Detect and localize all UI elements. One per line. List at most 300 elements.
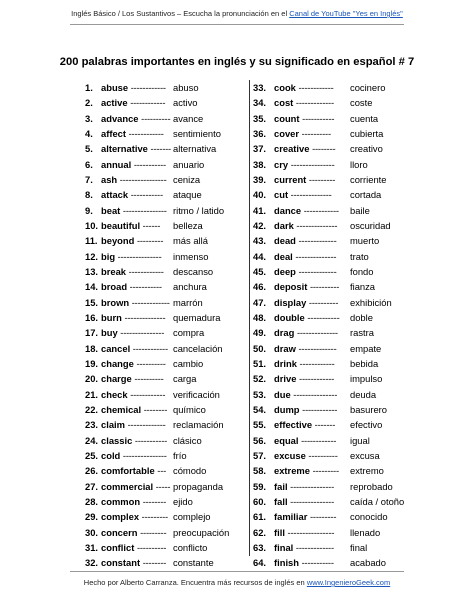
spanish-translation: empate	[350, 342, 382, 354]
english-word: beat	[101, 204, 121, 216]
spanish-translation: avance	[173, 112, 204, 124]
english-word: creative	[274, 143, 310, 155]
spanish-translation: clásico	[173, 434, 202, 446]
word-entry	[85, 341, 223, 356]
entry-number: 9.	[85, 204, 93, 216]
word-entry	[253, 417, 383, 432]
spanish-translation: ataque	[173, 189, 202, 201]
spanish-translation: verificación	[173, 388, 220, 400]
dash-separator: --------	[312, 143, 336, 155]
entry-number: 64.	[253, 557, 267, 569]
word-entry	[85, 310, 221, 325]
word-entry	[85, 249, 209, 264]
entry-number: 32.	[85, 557, 99, 569]
word-entry	[85, 402, 206, 417]
entry-number: 10.	[85, 219, 99, 231]
english-word: deep	[274, 265, 296, 277]
word-entry	[253, 249, 369, 264]
english-word: excuse	[274, 449, 306, 461]
english-word: annual	[101, 158, 132, 170]
word-entry	[253, 463, 384, 478]
dash-separator: ------	[142, 219, 161, 231]
word-entry	[85, 479, 224, 494]
dash-separator: -------------	[131, 296, 170, 308]
dash-separator: -------	[314, 419, 336, 431]
dash-separator: -------------	[295, 97, 334, 109]
english-word: complex	[101, 511, 140, 523]
word-entry	[253, 310, 373, 325]
english-word: charge	[101, 373, 132, 385]
entry-number: 62.	[253, 526, 267, 538]
english-word: deposit	[274, 281, 308, 293]
english-word: cost	[274, 97, 294, 109]
entry-number: 30.	[85, 526, 99, 538]
spanish-translation: reprobado	[350, 480, 393, 492]
word-entry	[85, 187, 202, 202]
spanish-translation: cuenta	[350, 112, 379, 124]
word-entry	[85, 448, 187, 463]
word-entry	[85, 141, 217, 156]
entry-number: 44.	[253, 250, 267, 262]
dash-separator: ------------	[128, 127, 164, 139]
word-entry	[85, 433, 202, 448]
spanish-translation: exhibición	[350, 296, 392, 308]
english-word: display	[274, 296, 307, 308]
spanish-translation: quemadura	[173, 311, 221, 323]
dash-separator: ------------	[130, 82, 166, 93]
english-word: affect	[101, 127, 127, 139]
dash-separator: ---------------	[120, 327, 165, 339]
dash-separator: --------------	[124, 311, 166, 323]
english-word: broad	[101, 281, 128, 293]
youtube-channel-link[interactable]: Canal de YouTube "Yes en Inglés"	[289, 9, 403, 18]
spanish-translation: final	[350, 541, 368, 553]
dash-separator: --------	[142, 495, 167, 507]
word-entry	[85, 463, 207, 478]
word-entry	[253, 141, 383, 156]
entry-number: 25.	[85, 449, 99, 461]
english-word: ash	[101, 173, 118, 185]
english-word: fall	[274, 495, 288, 507]
word-entry	[253, 80, 386, 95]
word-entry	[85, 279, 207, 294]
english-word: equal	[274, 434, 299, 446]
entry-number: 8.	[85, 189, 93, 201]
footer-text: Hecho por Alberto Carranza. Encuentra más recursos de inglés en	[83, 578, 307, 587]
page-footer	[0, 578, 474, 587]
word-entry	[253, 509, 388, 524]
english-word: break	[101, 265, 127, 277]
spanish-translation: sentimiento	[173, 127, 221, 139]
english-word: comfortable	[101, 465, 155, 477]
entry-number: 39.	[253, 173, 267, 185]
english-word: attack	[101, 189, 129, 201]
dash-separator: ------------	[128, 265, 164, 277]
dash-separator: ------------	[302, 403, 338, 415]
entry-number: 37.	[253, 143, 267, 155]
entry-number: 47.	[253, 296, 267, 308]
word-entry	[253, 494, 405, 509]
entry-number: 53.	[253, 388, 267, 400]
word-entry	[85, 387, 220, 402]
dash-separator: -----------	[134, 434, 168, 446]
word-entry	[85, 233, 208, 248]
entry-number: 26.	[85, 465, 99, 477]
spanish-translation: extremo	[350, 465, 384, 477]
word-entry	[253, 187, 382, 202]
word-entry	[253, 341, 382, 356]
entry-number: 61.	[253, 511, 267, 523]
spanish-translation: propaganda	[173, 480, 224, 492]
word-entry	[253, 555, 386, 570]
entry-number: 60.	[253, 495, 267, 507]
english-word: burn	[101, 311, 122, 323]
page-header	[0, 9, 474, 18]
spanish-translation: abuso	[173, 82, 199, 93]
word-entry	[253, 540, 368, 555]
entry-number: 17.	[85, 327, 99, 339]
word-entry	[85, 126, 221, 141]
english-word: cut	[274, 189, 289, 201]
dash-separator: ---------------	[290, 158, 335, 170]
word-entry	[253, 387, 377, 402]
english-word: drag	[274, 327, 295, 339]
spanish-translation: complejo	[173, 511, 211, 523]
english-word: change	[101, 357, 134, 369]
spanish-translation: corriente	[350, 173, 387, 185]
word-entry	[85, 417, 224, 432]
english-word: active	[101, 97, 128, 109]
dash-separator: --------	[143, 403, 168, 415]
entry-number: 12.	[85, 250, 99, 262]
dash-separator: ----------	[136, 357, 166, 369]
word-entry	[85, 525, 230, 540]
entry-number: 57.	[253, 449, 267, 461]
english-word: fail	[274, 480, 288, 492]
english-word: finish	[274, 557, 299, 569]
english-word: check	[101, 388, 128, 400]
entry-number: 6.	[85, 158, 93, 170]
word-entry	[85, 555, 214, 570]
entry-number: 38.	[253, 158, 267, 170]
word-entry	[253, 126, 384, 141]
dash-separator: -----------	[301, 557, 334, 569]
spanish-translation: cómodo	[173, 465, 207, 477]
word-entry	[85, 509, 211, 524]
word-entry	[253, 172, 387, 187]
spanish-translation: cubierta	[350, 127, 384, 139]
word-entry	[85, 95, 198, 110]
spanish-translation: compra	[173, 327, 205, 339]
spanish-translation: ceniza	[173, 173, 201, 185]
header-rule	[70, 24, 404, 25]
spanish-translation: excusa	[350, 449, 380, 461]
entry-number: 63.	[253, 541, 267, 553]
entry-number: 59.	[253, 480, 267, 492]
spanish-translation: anuario	[173, 158, 205, 170]
dash-separator: ----------	[136, 541, 167, 553]
spanish-translation: alternativa	[173, 143, 217, 155]
english-word: cook	[274, 82, 296, 93]
word-entry	[85, 218, 203, 233]
spanish-translation: cortada	[350, 189, 382, 201]
entry-number: 51.	[253, 357, 267, 369]
entry-number: 18.	[85, 342, 99, 354]
word-entry	[253, 433, 370, 448]
spanish-translation: creativo	[350, 143, 383, 155]
word-entry	[253, 203, 370, 218]
entry-number: 31.	[85, 541, 99, 553]
dash-separator: ---------------	[290, 480, 334, 492]
dash-separator: -----------	[130, 189, 163, 201]
word-entry	[85, 540, 208, 555]
spanish-translation: basurero	[350, 403, 388, 415]
word-entry	[85, 172, 201, 187]
spanish-translation: descanso	[173, 265, 214, 277]
english-word: dump	[274, 403, 300, 415]
website-link[interactable]: www.IngenieroGeek.com	[306, 578, 391, 587]
spanish-translation: lloro	[350, 158, 368, 170]
english-word: effective	[274, 419, 313, 431]
dash-separator: --------------	[296, 327, 338, 339]
word-entry	[253, 371, 383, 386]
entry-number: 28.	[85, 495, 99, 507]
english-word: dark	[274, 219, 294, 231]
dash-separator: ------------	[301, 434, 337, 446]
dash-separator: ---------	[141, 511, 168, 523]
spanish-translation: fianza	[350, 281, 376, 293]
spanish-translation: coste	[350, 97, 373, 109]
entry-number: 23.	[85, 419, 99, 431]
spanish-translation: trato	[350, 250, 369, 262]
dash-separator: -----------	[302, 112, 335, 124]
word-entry	[85, 264, 214, 279]
english-word: commercial	[101, 480, 154, 492]
english-word: alternative	[101, 143, 148, 155]
entry-number: 55.	[253, 419, 267, 431]
entry-number: 43.	[253, 235, 267, 247]
dash-separator: ---------------	[122, 449, 167, 461]
english-word: claim	[101, 419, 125, 431]
spanish-translation: cambio	[173, 357, 204, 369]
dash-separator: ------------	[298, 82, 334, 93]
dash-separator: ---------------	[293, 388, 338, 400]
word-entry	[85, 295, 203, 310]
spanish-translation: efectivo	[350, 419, 383, 431]
column-divider	[249, 80, 250, 556]
word-entry	[253, 325, 374, 340]
spanish-translation: bebida	[350, 357, 379, 369]
spanish-translation: cancelación	[173, 342, 223, 354]
entry-number: 3.	[85, 112, 93, 124]
dash-separator: --------------	[295, 250, 337, 262]
entry-number: 15.	[85, 296, 99, 308]
english-word: cover	[274, 127, 300, 139]
word-entry	[85, 356, 204, 371]
dash-separator: ---------	[140, 526, 167, 538]
entry-number: 49.	[253, 327, 267, 339]
dash-separator: -------	[150, 143, 171, 155]
word-entry	[253, 279, 376, 294]
entry-number: 52.	[253, 373, 267, 385]
english-word: drink	[274, 357, 297, 369]
spanish-translation: caída / otoño	[350, 495, 405, 507]
dash-separator: ---------------	[122, 204, 167, 216]
spanish-translation: fondo	[350, 265, 374, 277]
word-entry	[85, 80, 199, 95]
dash-separator: -----	[155, 480, 171, 492]
dash-separator: ---------	[136, 235, 164, 247]
right-word-column	[253, 80, 405, 571]
dash-separator: ----------	[308, 449, 338, 461]
dash-separator: ---------------	[290, 495, 334, 507]
entry-number: 50.	[253, 342, 267, 354]
spanish-translation: más allá	[173, 235, 208, 247]
word-entry	[253, 356, 379, 371]
english-word: chemical	[101, 403, 142, 415]
entry-number: 56.	[253, 434, 267, 446]
english-word: current	[274, 173, 307, 185]
word-entry	[85, 494, 193, 509]
entry-number: 24.	[85, 434, 99, 446]
entry-number: 4.	[85, 127, 93, 139]
spanish-translation: igual	[350, 434, 370, 446]
spanish-translation: reclamación	[173, 419, 224, 431]
entry-number: 19.	[85, 357, 99, 369]
entry-number: 54.	[253, 403, 267, 415]
spanish-translation: anchura	[173, 281, 207, 293]
entry-number: 41.	[253, 204, 267, 216]
english-word: double	[274, 311, 305, 323]
word-entry	[253, 295, 392, 310]
spanish-translation: carga	[173, 373, 197, 385]
entry-number: 22.	[85, 403, 99, 415]
word-entry	[253, 525, 381, 540]
spanish-translation: constante	[173, 557, 214, 569]
dash-separator: ------------	[299, 373, 335, 385]
entry-number: 11.	[85, 235, 98, 247]
word-entry	[253, 264, 374, 279]
dash-separator: ---	[157, 465, 167, 477]
word-entry	[253, 218, 391, 233]
footer-rule	[70, 571, 404, 572]
english-word: big	[101, 250, 116, 262]
word-entry	[253, 233, 380, 248]
word-entry	[85, 325, 205, 340]
dash-separator: ---------------	[117, 250, 162, 262]
dash-separator: -------------	[127, 419, 166, 431]
entry-number: 35.	[253, 112, 267, 124]
entry-number: 42.	[253, 219, 267, 231]
spanish-translation: conflicto	[173, 541, 208, 553]
english-word: constant	[101, 557, 141, 569]
entry-number: 40.	[253, 189, 267, 201]
english-word: beyond	[101, 235, 135, 247]
entry-number: 33.	[253, 82, 267, 93]
english-word: deal	[274, 250, 293, 262]
dash-separator: -------------	[295, 541, 334, 553]
entry-number: 48.	[253, 311, 267, 323]
spanish-translation: frío	[173, 449, 187, 461]
english-word: draw	[274, 342, 296, 354]
english-word: advance	[101, 112, 139, 124]
spanish-translation: baile	[350, 204, 370, 216]
dash-separator: ------------	[132, 342, 168, 354]
word-entry	[253, 95, 373, 110]
dash-separator: ---------	[312, 465, 339, 477]
spanish-translation: químico	[173, 403, 206, 415]
spanish-translation: muerto	[350, 235, 380, 247]
english-word: classic	[101, 434, 133, 446]
spanish-translation: llenado	[350, 526, 381, 538]
word-entry	[253, 479, 393, 494]
word-entry	[253, 448, 380, 463]
dash-separator: -------------	[298, 235, 337, 247]
word-entry	[85, 371, 197, 386]
spanish-translation: doble	[350, 311, 373, 323]
entry-number: 13.	[85, 265, 99, 277]
spanish-translation: belleza	[173, 219, 203, 231]
english-word: due	[274, 388, 291, 400]
entry-number: 16.	[85, 311, 99, 323]
english-word: concern	[101, 526, 138, 538]
spanish-translation: rastra	[350, 327, 374, 339]
entry-number: 36.	[253, 127, 267, 139]
dash-separator: --------------	[290, 189, 332, 201]
english-word: cry	[274, 158, 289, 170]
spanish-translation: preocupación	[173, 526, 230, 538]
dash-separator: -----------	[133, 158, 166, 170]
spanish-translation: oscuridad	[350, 219, 391, 231]
english-word: common	[101, 495, 141, 507]
english-word: buy	[101, 327, 118, 339]
english-word: count	[274, 112, 300, 124]
header-text: Inglés Básico / Los Sustantivos – Escucha la pronunciación en el	[71, 9, 290, 18]
spanish-translation: impulso	[350, 373, 383, 385]
entry-number: 2.	[85, 97, 93, 109]
english-word: conflict	[101, 541, 135, 553]
dash-separator: --------------	[296, 219, 338, 231]
dash-separator: ----------	[308, 296, 339, 308]
dash-separator: ------------	[130, 97, 166, 109]
spanish-translation: marrón	[173, 296, 203, 308]
dash-separator: -------------	[298, 265, 337, 277]
english-word: beautiful	[101, 219, 141, 231]
english-word: final	[274, 541, 294, 553]
english-word: brown	[101, 296, 130, 308]
page-title: 200 palabras importantes en inglés y su significado en español # 7	[59, 56, 415, 68]
entry-number: 46.	[253, 281, 267, 293]
dash-separator: -----------	[129, 281, 162, 293]
dash-separator: ----------	[309, 281, 340, 293]
entry-number: 1.	[85, 82, 93, 93]
dash-separator: ----------	[134, 373, 164, 385]
dash-separator: ----------	[301, 127, 331, 139]
entry-number: 5.	[85, 143, 93, 155]
dash-separator: ------------	[299, 357, 335, 369]
english-word: fill	[274, 526, 285, 538]
entry-number: 14.	[85, 281, 99, 293]
english-word: dance	[274, 204, 302, 216]
spanish-translation: activo	[173, 97, 198, 109]
entry-number: 34.	[253, 97, 267, 109]
entry-number: 29.	[85, 511, 99, 523]
english-word: extreme	[274, 465, 310, 477]
spanish-translation: deuda	[350, 388, 377, 400]
spanish-translation: cocinero	[350, 82, 386, 93]
english-word: cancel	[101, 342, 131, 354]
dash-separator: ---------	[308, 173, 336, 185]
